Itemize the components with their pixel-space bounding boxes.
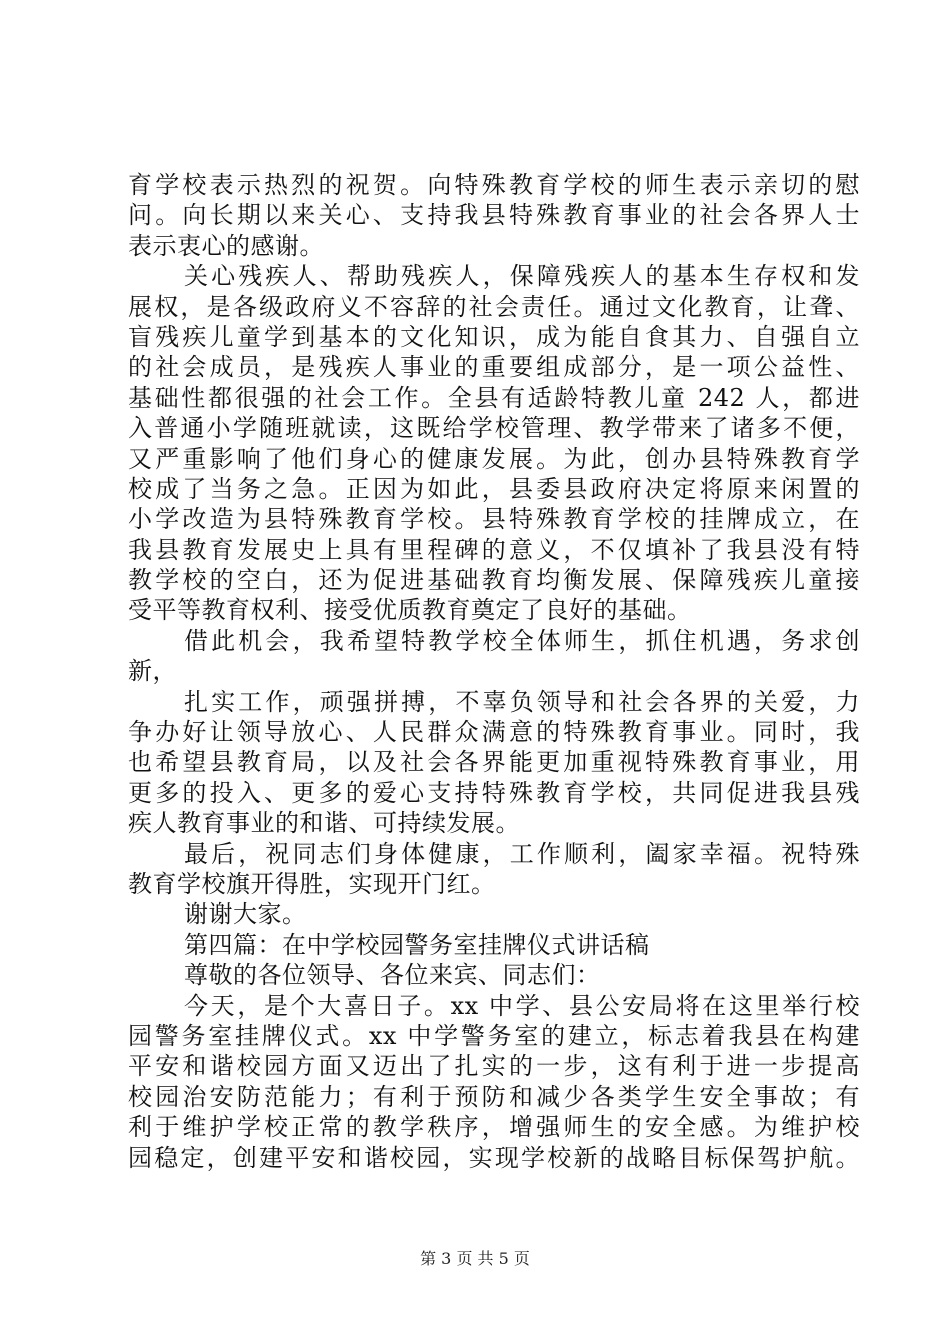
- text-line: 我县教育发展史上具有里程碑的意义，不仅填补了我县没有特: [128, 535, 860, 564]
- text-line: 展权，是各级政府义不容辞的社会责任。通过文化教育，让聋、: [128, 292, 860, 321]
- text-line: 小学改造为县特殊教育学校。县特殊教育学校的挂牌成立，在: [128, 505, 860, 534]
- paragraph-start-line: 最后，祝同志们身体健康，工作顺利，阖家幸福。祝特殊: [184, 839, 860, 868]
- text-line: 育学校表示热烈的祝贺。向特殊教育学校的师生表示亲切的慰: [128, 171, 860, 199]
- page-footer: 第 3 页 共 5 页: [420, 1249, 530, 1268]
- text-line: 园警务室挂牌仪式。xx 中学警务室的建立，标志着我县在构建: [128, 1021, 860, 1050]
- text-line: 受平等教育权利、接受优质教育奠定了良好的基础。: [128, 596, 692, 625]
- section-heading: 第四篇：在中学校园警务室挂牌仪式讲话稿: [184, 930, 650, 959]
- paragraph-start-line: 今天，是个大喜日子。xx 中学、县公安局将在这里举行校: [184, 991, 860, 1020]
- closing-line: 谢谢大家。: [184, 900, 307, 929]
- salutation-line: 尊敬的各位领导、各位来宾、同志们：: [184, 961, 601, 990]
- text-line: 盲残疾儿童学到基本的文化知识，成为能自食其力、自强自立: [128, 322, 860, 351]
- text-line: 入普通小学随班就读，这既给学校管理、教学带来了诸多不便，: [128, 414, 860, 443]
- text-line: 基础性都很强的社会工作。全县有适龄特教儿童 242 人，都进: [128, 383, 860, 412]
- text-line: 的社会成员，是残疾人事业的重要组成部分，是一项公益性、: [128, 353, 860, 382]
- text-line: 也希望县教育局，以及社会各界能更加重视特殊教育事业，用: [128, 748, 860, 777]
- text-line: 教学校的空白，还为促进基础教育均衡发展、保障残疾儿童接: [128, 566, 860, 595]
- text-line: 又严重影响了他们身心的健康发展。为此，创办县特殊教育学: [128, 444, 860, 473]
- paragraph-start-line: 关心残疾人、帮助残疾人，保障残疾人的基本生存权和发: [184, 262, 860, 291]
- text-line: 教育学校旗开得胜，实现开门红。: [128, 869, 496, 898]
- document-body: [128, 170, 860, 1173]
- paragraph-start-line: 借此机会，我希望特教学校全体师生，抓住机遇，务求创: [184, 626, 860, 655]
- text-line: 新，: [128, 657, 177, 686]
- paragraph-start-line: 扎实工作，顽强拼搏，不辜负领导和社会各界的关爱，力: [184, 687, 860, 716]
- text-line: 校园治安防范能力；有利于预防和减少各类学生安全事故；有: [128, 1082, 860, 1111]
- text-line: 更多的投入、更多的爱心支持特殊教育学校，共同促进我县残: [128, 778, 860, 807]
- text-line: 疾人教育事业的和谐、可持续发展。: [128, 809, 520, 838]
- text-line: 园稳定，创建平安和谐校园，实现学校新的战略目标保驾护航。: [128, 1143, 860, 1172]
- text-line: 利于维护学校正常的教学秩序，增强师生的安全感。为维护校: [128, 1113, 860, 1142]
- text-line: 校成了当务之急。正因为如此，县委县政府决定将原来闲置的: [128, 474, 860, 503]
- text-line: 平安和谐校园方面又迈出了扎实的一步，这有利于进一步提高: [128, 1052, 860, 1081]
- text-line: 争办好让领导放心、人民群众满意的特殊教育事业。同时，我: [128, 718, 860, 747]
- text-line: 表示衷心的感谢。: [128, 231, 324, 260]
- text-line: 问。向长期以来关心、支持我县特殊教育事业的社会各界人士: [128, 201, 860, 230]
